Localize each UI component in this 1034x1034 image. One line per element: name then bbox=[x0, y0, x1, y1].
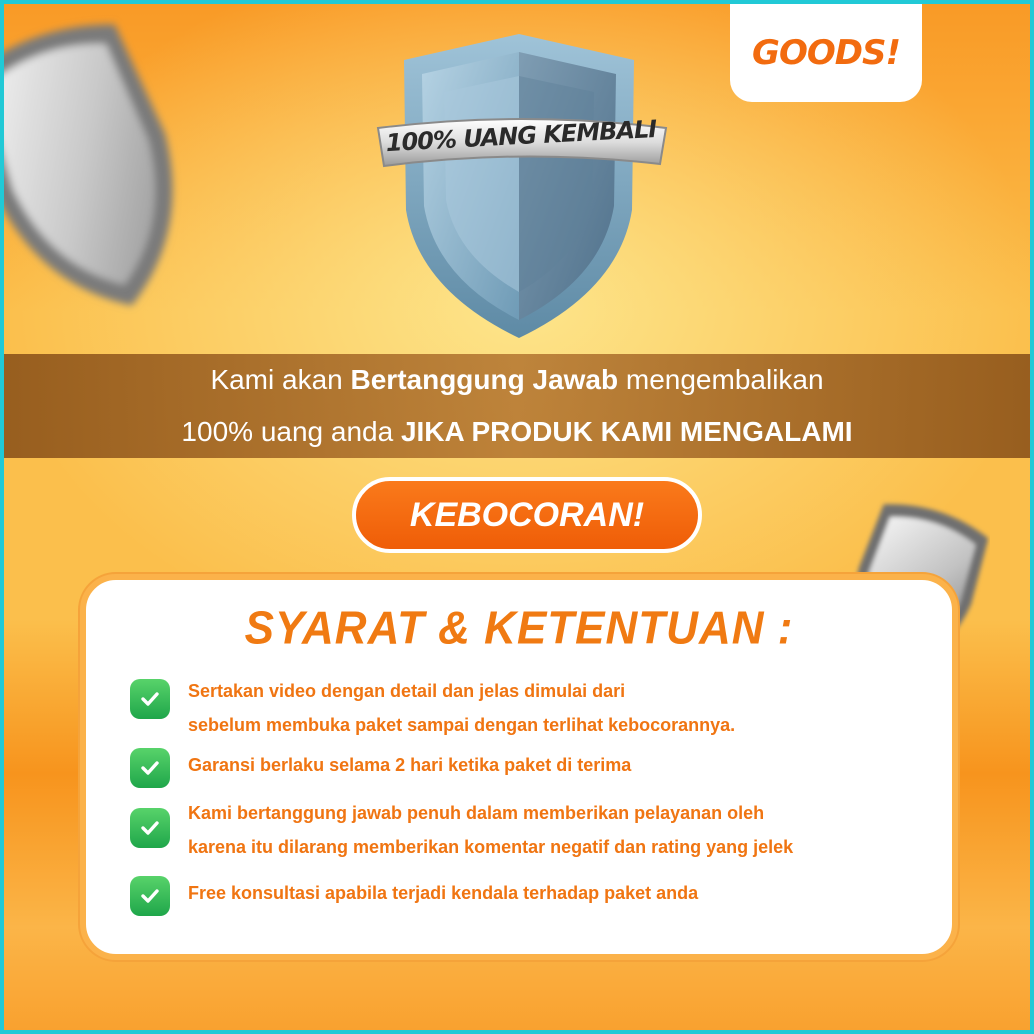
guarantee-line-1: Kami akan Bertanggung Jawab mengembalikan bbox=[210, 364, 824, 395]
terms-card bbox=[80, 574, 958, 960]
guarantee-line-2: 100% uang anda JIKA PRODUK KAMI MENGALAMI bbox=[181, 416, 853, 447]
term-text: Garansi berlaku selama 2 hari ketika paket di terima bbox=[188, 755, 632, 775]
guarantee-statement bbox=[4, 354, 1030, 458]
check-icon bbox=[130, 808, 170, 848]
shield-decoration-left-icon bbox=[0, 14, 204, 344]
term-text: Kami bertanggung jawab penuh dalam memberikan pelayanan oleh karena itu dilarang memberikan komentar negatif dan rating yang jelek bbox=[188, 803, 794, 857]
leakage-badge: KEBOCORAN! bbox=[352, 477, 702, 553]
terms-title: SYARAT & KETENTUAN : bbox=[244, 602, 794, 655]
logo-container bbox=[730, 4, 922, 102]
ribbon-text: 100% UANG KEMBALI bbox=[385, 114, 657, 158]
check-icon bbox=[130, 748, 170, 788]
term-text: Sertakan video dengan detail dan jelas dimulai dari sebelum membuka paket sampai dengan terlihat kebocorannya. bbox=[188, 681, 736, 735]
check-icon bbox=[130, 679, 170, 719]
check-icon bbox=[130, 876, 170, 916]
term-text: Free konsultasi apabila terjadi kendala terhadap paket anda bbox=[188, 883, 699, 903]
brand-logo: GOODS! bbox=[752, 33, 900, 73]
main-shield-icon bbox=[384, 30, 654, 342]
